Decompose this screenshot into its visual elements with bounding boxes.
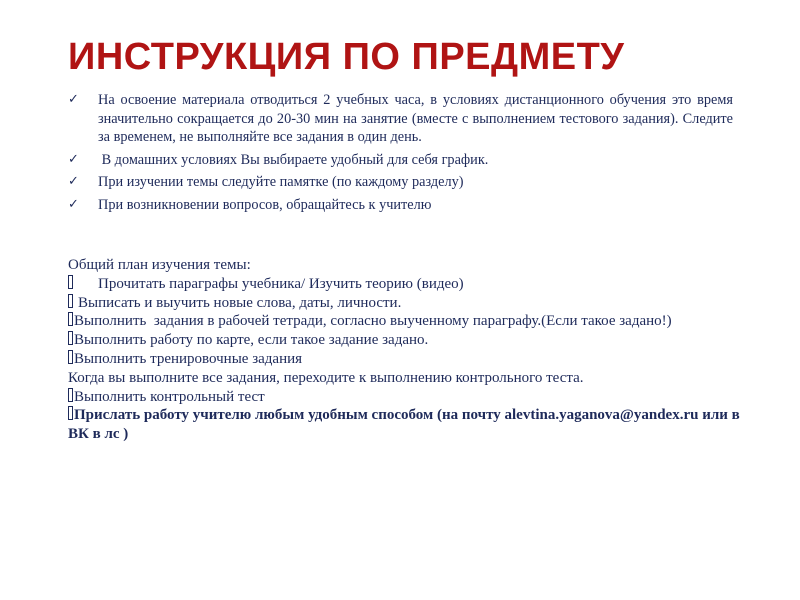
- plan-step-text: Выполнить контрольный тест: [74, 388, 265, 405]
- plan-final-step-text: Прислать работу учителю любым удобным способом (на почту alevtina.yaganova@yandex.ru или в ВК в лс ): [68, 407, 740, 443]
- plan-step-text: Выполнить работу по карте, если такое задание задано.: [74, 332, 429, 349]
- slide-title: ИНСТРУКЦИЯ ПО ПРЕДМЕТУ: [68, 36, 625, 78]
- plan-final-step: [68, 406, 748, 444]
- checklist-item: [68, 196, 733, 215]
- bullet-box-icon: [68, 350, 73, 364]
- plan-step-text: Прочитать параграфы учебника/ Изучить теорию (видео): [98, 275, 464, 292]
- bullet-box-icon: [68, 406, 73, 420]
- bullet-box-icon: [68, 388, 73, 402]
- checklist-item: [68, 91, 733, 147]
- plan-note: Когда вы выполните все задания, переходите к выполнению контрольного теста.: [68, 369, 584, 386]
- checklist-item: [68, 151, 733, 170]
- checkmark-icon: ✓: [68, 174, 79, 189]
- plan-step-text: Выполнить тренировочные задания: [74, 350, 303, 367]
- bullet-box-icon: [68, 294, 73, 308]
- instruction-checklist: [68, 91, 733, 218]
- plan-step: [68, 275, 748, 294]
- checkmark-icon: ✓: [68, 92, 79, 107]
- plan-step: [68, 294, 748, 313]
- bullet-box-icon: [68, 312, 73, 326]
- checklist-item: [68, 173, 733, 192]
- plan-step-text: Выполнить задания в рабочей тетради, согласно выученному параграфу.(Если такое задано!): [74, 313, 672, 330]
- plan-step: [68, 388, 748, 407]
- bullet-box-icon: [68, 275, 73, 289]
- checklist-item-text: При возникновении вопросов, обращайтесь к учителю: [98, 196, 432, 213]
- checkmark-icon: ✓: [68, 196, 79, 212]
- checklist-item-text: При изучении темы следуйте памятке (по каждому разделу): [98, 174, 464, 190]
- checklist-item-text: На освоение материала отводиться 2 учебных часа, в условиях дистанционного обучения это время значительно сокращается до 20-30 мин на занятие (вместе с выполнением тестового задания). Следите за временем, не выполняйте все задания в один день.: [98, 92, 733, 145]
- study-plan: [68, 256, 748, 444]
- plan-step: [68, 331, 748, 350]
- plan-step: [68, 350, 748, 369]
- checkmark-icon: ✓: [68, 151, 79, 167]
- plan-step: [68, 312, 748, 331]
- plan-heading: Общий план изучения темы:: [68, 257, 251, 273]
- bullet-box-icon: [68, 331, 73, 345]
- plan-step-text: Выписать и выучить новые слова, даты, личности.: [78, 294, 402, 311]
- checklist-item-text: В домашних условиях Вы выбираете удобный для себя график.: [98, 151, 489, 168]
